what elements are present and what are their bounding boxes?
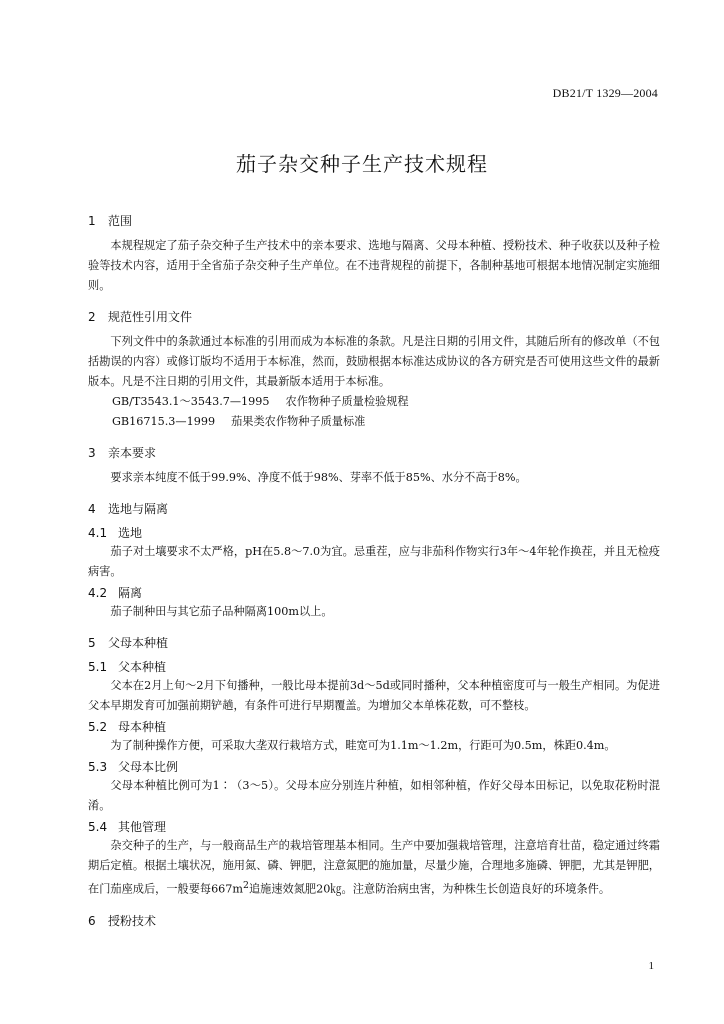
subsection-4-2-paragraph: 茄子制种田与其它茄子品种隔离100m以上。 bbox=[110, 605, 333, 618]
section-number: 5 bbox=[88, 636, 96, 650]
subsection-4-1-heading bbox=[88, 524, 660, 542]
section-6-heading bbox=[88, 912, 660, 930]
subsection-number: 5.2 bbox=[88, 720, 108, 734]
section-title: 授粉技术 bbox=[108, 913, 157, 928]
subsection-title: 父本种植 bbox=[118, 660, 167, 674]
reference-name: 茄果类农作物种子质量标准 bbox=[231, 415, 366, 428]
subsection-5-4-heading bbox=[88, 818, 660, 836]
section-title: 亲本要求 bbox=[108, 446, 157, 460]
section-5-heading bbox=[88, 634, 660, 652]
reference-name: 农作物种子质量检验规程 bbox=[285, 395, 409, 408]
section-number: 1 bbox=[88, 214, 96, 228]
subsection-title: 其他管理 bbox=[118, 820, 167, 834]
subsection-5-2-paragraph: 为了制种操作方便，可采取大垄双行栽培方式，畦宽可为1.1m～1.2m，行距可为0.5m，株距0.4m。 bbox=[110, 739, 616, 752]
subsection-number: 5.1 bbox=[88, 660, 108, 674]
section-1-heading bbox=[88, 212, 660, 230]
section-title: 范围 bbox=[108, 214, 133, 228]
section-2-heading bbox=[88, 308, 660, 326]
reference-code: GB/T3543.1～3543.7—1995 bbox=[112, 395, 270, 408]
subsection-number: 4.2 bbox=[88, 586, 108, 600]
subsection-number: 5.4 bbox=[88, 820, 108, 834]
section-title: 选地与隔离 bbox=[108, 502, 169, 516]
page-number: 1 bbox=[648, 960, 654, 972]
subsection-5-1-paragraph: 父本在2月上旬～2月下旬播种，一般比母本提前3d～5d或同时播种，父本种植密度可与一般生产相同。为促进父本早期发育可加强前期铲趟，有条件可进行早期覆盖。为增加父本单株花数，可不整枝。 bbox=[88, 679, 660, 712]
section-4-heading bbox=[88, 500, 660, 518]
subsection-5-1-heading bbox=[88, 658, 660, 676]
paragraph-text-part: 杂交种子的生产，与一般商品生产的栽培管理基本相同。生产中要加强栽培管理，注意培育壮苗，稳定通过终霜期后定植。根据土壤状况，施用氮、磷、钾肥，注意氮肥的施加量，尽量少施，合理地多施磷、钾肥，尤其是钾肥，在门茄座成后，一般要每667m bbox=[88, 839, 660, 896]
subsection-4-2-heading bbox=[88, 584, 660, 602]
subsection-5-3-heading bbox=[88, 758, 660, 776]
reference-code: GB16715.3—1999 bbox=[112, 415, 216, 428]
section-title: 父母本种植 bbox=[108, 636, 169, 650]
document-body bbox=[88, 200, 660, 936]
subsection-title: 选地 bbox=[118, 526, 143, 540]
section-number: 2 bbox=[88, 310, 96, 324]
document-title: 茄子杂交种子生产技术规程 bbox=[236, 152, 488, 176]
subsection-5-4-paragraph bbox=[88, 836, 660, 900]
section-1-paragraph: 本规程规定了茄子杂交种子生产技术中的亲本要求、选地与隔离、父母本种植、授粉技术、种子收获以及种子检验等技术内容，适用于全省茄子杂交种子生产单位。在不违背规程的前提下，各制种基地可根据本地情况制定实施细则。 bbox=[88, 239, 660, 292]
subsection-4-1-paragraph: 茄子对土壤要求不太严格，pH在5.8～7.0为宜。忌重茬，应与非茄科作物实行3年～4年轮作换茬，并且无检疫病害。 bbox=[88, 545, 660, 578]
section-2-paragraph: 下列文件中的条款通过本标准的引用而成为本标准的条款。凡是注日期的引用文件，其随后所有的修改单（不包括勘误的内容）或修订版均不适用于本标准，然而，鼓励根据本标准达成协议的各方研究是否可使用这些文件的最新版本。凡是不注日期的引用文件，其最新版本适用于本标准。 bbox=[88, 335, 660, 388]
subsection-title: 父母本比例 bbox=[118, 760, 179, 774]
subsection-5-2-heading bbox=[88, 718, 660, 736]
section-number: 3 bbox=[88, 446, 96, 460]
section-number: 4 bbox=[88, 502, 96, 516]
section-3-heading bbox=[88, 444, 660, 462]
reference-item bbox=[112, 412, 660, 432]
subsection-title: 隔离 bbox=[118, 586, 143, 600]
subsection-number: 4.1 bbox=[88, 526, 108, 540]
subsection-number: 5.3 bbox=[88, 760, 108, 774]
paragraph-text-part: 追施速效氮肥20㎏。注意防治病虫害，为种株生长创造良好的环境条件。 bbox=[248, 882, 611, 896]
reference-item bbox=[112, 392, 660, 412]
subsection-title: 母本种植 bbox=[118, 720, 167, 734]
section-title: 规范性引用文件 bbox=[108, 310, 193, 324]
superscript: 2 bbox=[243, 880, 249, 891]
subsection-5-3-paragraph: 父母本种植比例可为1∶（3～5）。父母本应分别连片种植，如相邻种植，作好父母本田标记，以免取花粉时混淆。 bbox=[88, 779, 660, 812]
standard-code: DB21/T 1329—2004 bbox=[552, 86, 658, 100]
section-number: 6 bbox=[88, 913, 96, 928]
section-3-paragraph: 要求亲本纯度不低于99.9%、净度不低于98%、芽率不低于85%、水分不高于8%。 bbox=[110, 471, 527, 484]
